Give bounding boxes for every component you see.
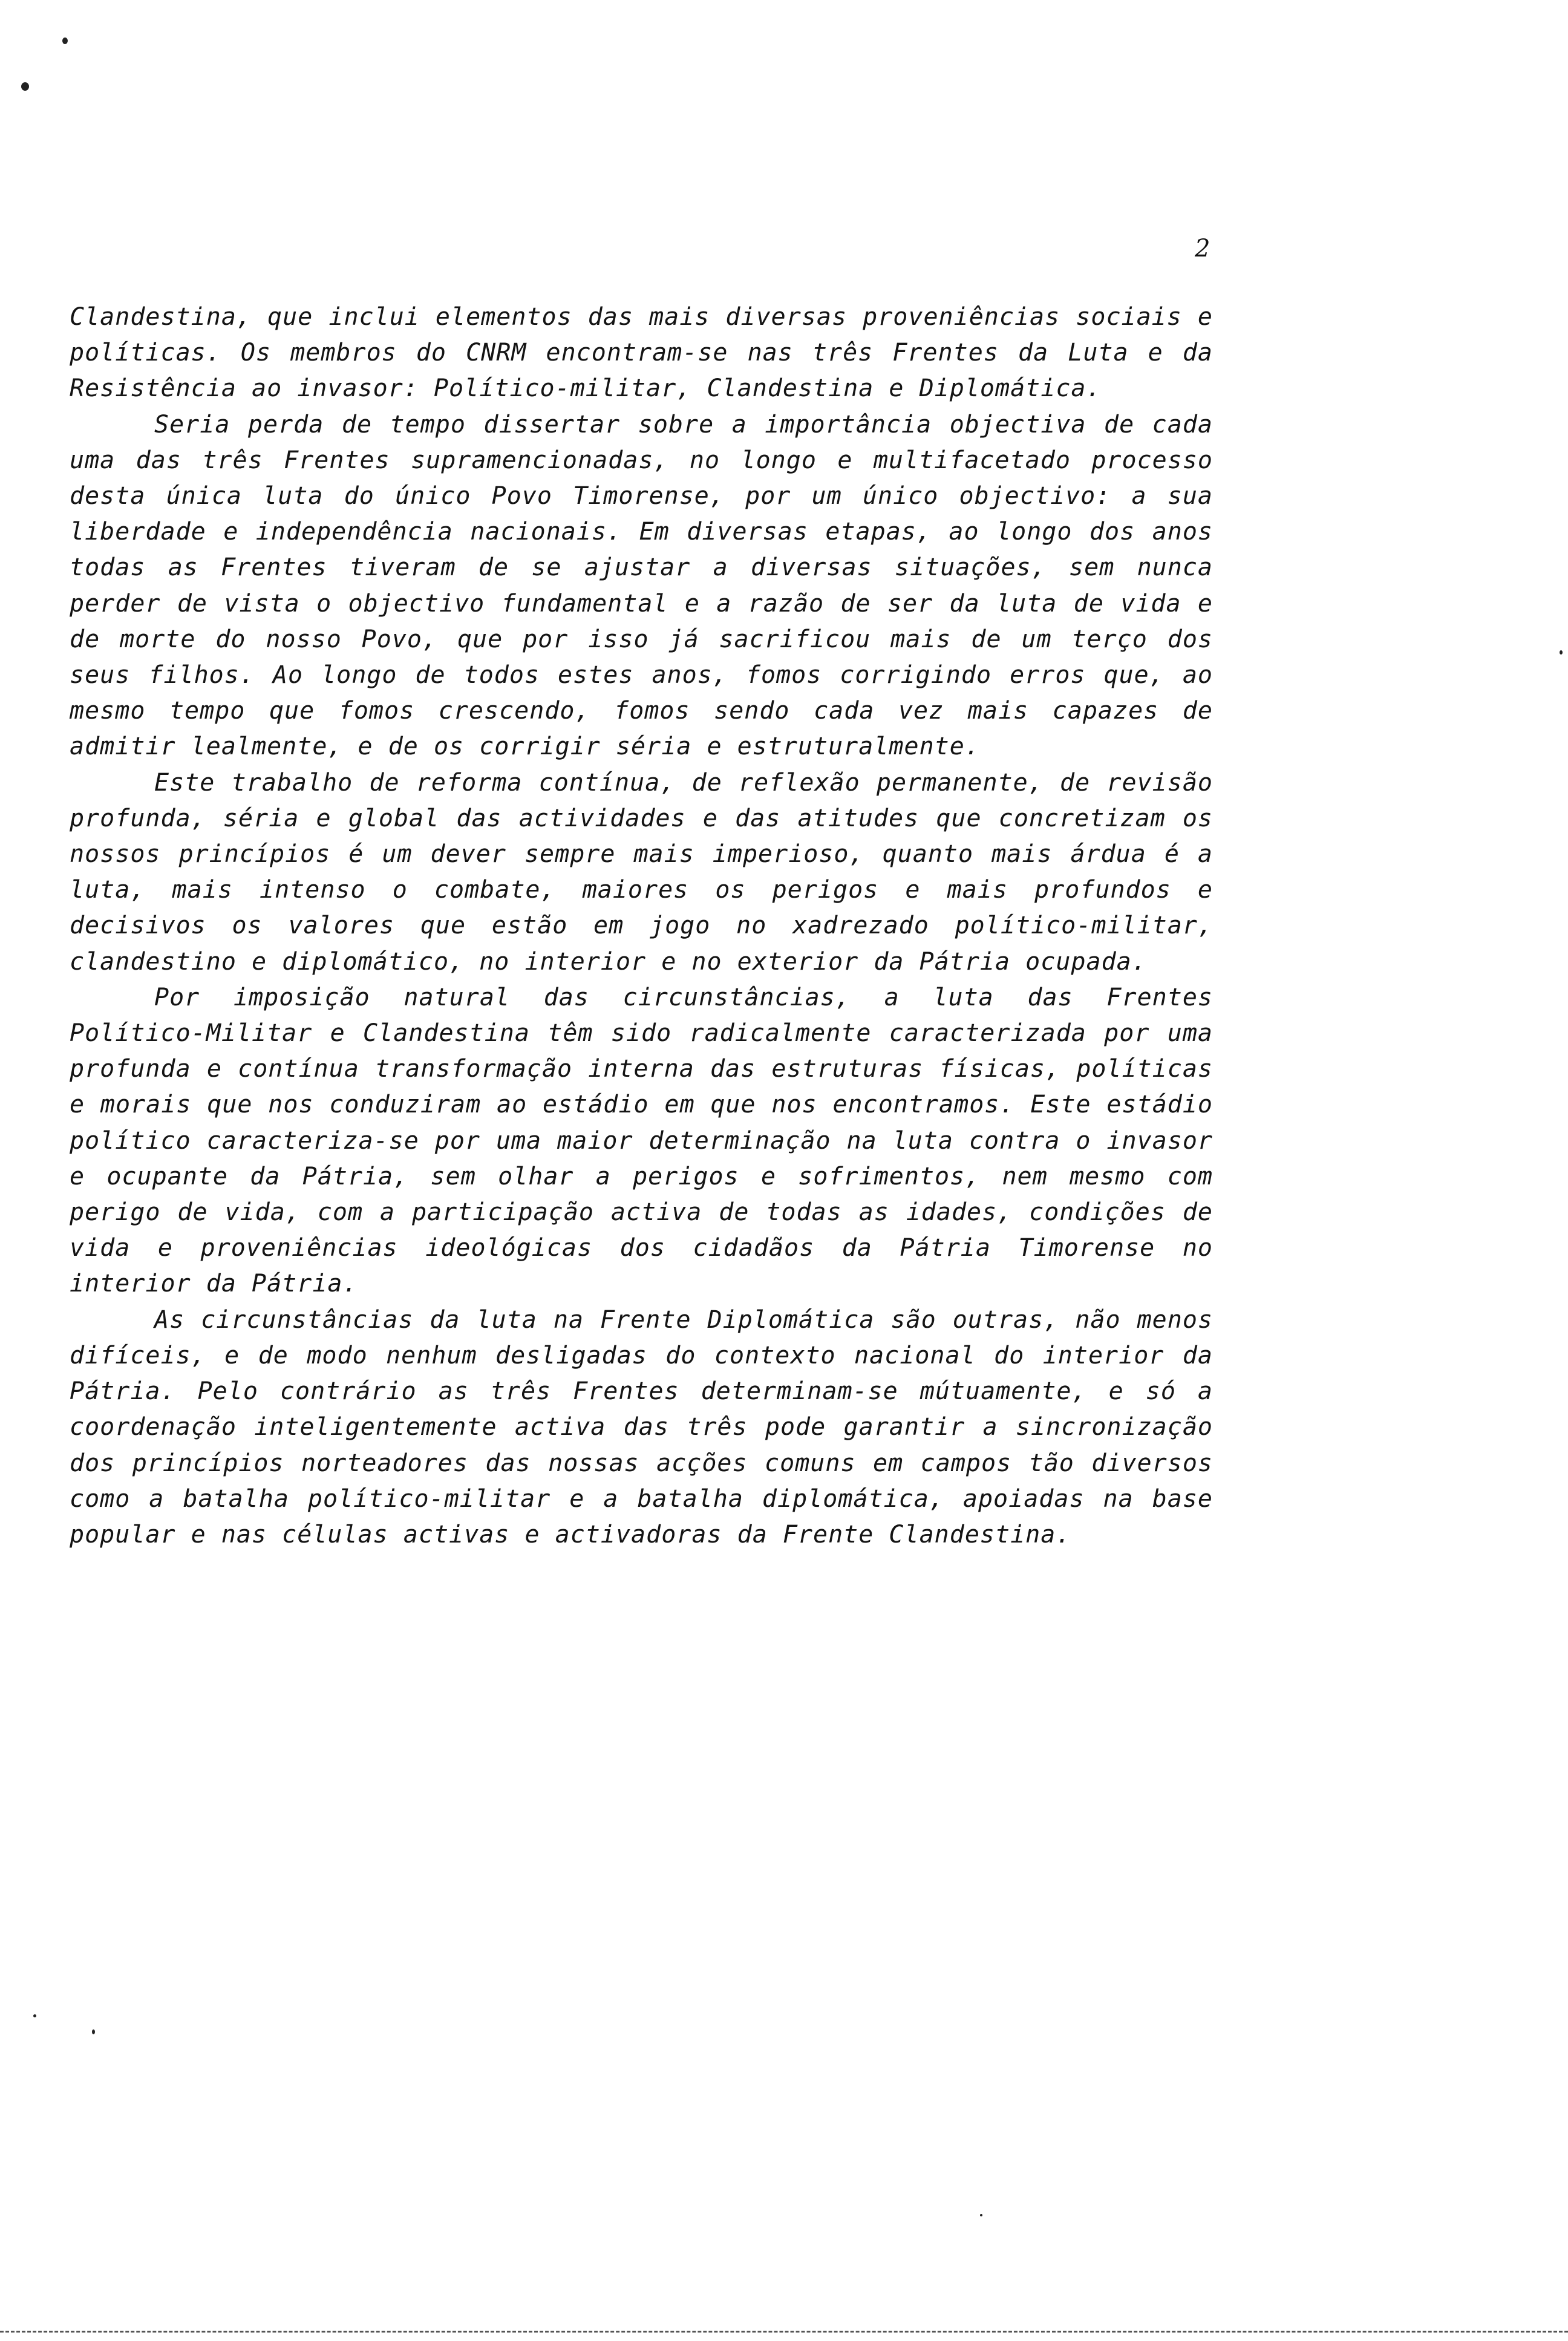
margin-speck [62,38,68,44]
paragraph: Clandestina, que inclui elementos das mais diversas proveniências sociais e políticas. Os membros do CNRM encontram-se nas três Frentes da Luta e da Resistência ao invasor: Político-militar, Clandestina e Diplomática. [70,303,1213,403]
body-text [70,299,1213,1553]
margin-speck [33,2014,36,2017]
paragraph: Por imposição natural das circunstâncias, a luta das Frentes Político-Militar e Clandestina têm sido radicalmente caracterizada por uma profunda e contínua transformação interna das estruturas físicas, políticas e morais que nos conduziram ao estádio em que nos encontramos. Este estádio político caracteriza-se por uma maior determinação na luta contra o invasor e ocupante da Pátria, sem olhar a perigos e sofrimentos, nem mesmo com perigo de vida, com a participação activa de todas as idades, condições de vida e proveniências ideológicas dos cidadãos da Pátria Timorense no interior da Pátria. [70,983,1213,1298]
scan-edge-rule [0,2331,1568,2333]
margin-speck [980,2214,982,2216]
margin-speck [1560,650,1563,655]
page-number: 2 [1195,235,1210,263]
margin-speck [21,82,29,91]
margin-speck [92,2029,95,2034]
paragraph: As circunstâncias da luta na Frente Diplomática são outras, não menos difíceis, e de modo nenhum desligadas do contexto nacional do interior da Pátria. Pelo contrário as três Frentes determinam-se mútuamente, e só a coordenação inteligentemente activa das três pode garantir a sincronização dos princípios norteadores das nossas acções comuns em campos tão diversos como a batalha político-militar e a batalha diplomática, apoiadas na base popular e nas células activas e activadoras da Frente Clandestina. [70,1305,1213,1549]
paragraph: Seria perda de tempo dissertar sobre a importância objectiva de cada uma das três Frentes supramencionadas, no longo e multifacetado processo desta única luta do único Povo Timorense, por um único objectivo: a sua liberdade e independência nacionais. Em diversas etapas, ao longo dos anos todas as Frentes tiveram de se ajustar a diversas situações, sem nunca perder de vista o objectivo fundamental e a razão de ser da luta de vida e de morte do nosso Povo, que por isso já sacrificou mais de um terço dos seus filhos. Ao longo de todos estes anos, fomos corrigindo erros que, ao mesmo tempo que fomos crescendo, fomos sendo cada vez mais capazes de admitir lealmente, e de os corrigir séria e estruturalmente. [70,410,1213,761]
paragraph: Este trabalho de reforma contínua, de reflexão permanente, de revisão profunda, séria e global das actividades e das atitudes que concretizam os nossos princípios é um dever sempre mais imperioso, quanto mais árdua é a luta, mais intenso o combate, maiores os perigos e mais profundos e decisivos os valores que estão em jogo no xadrezado político-militar, clandestino e diplomático, no interior e no exterior da Pátria ocupada. [70,768,1213,976]
